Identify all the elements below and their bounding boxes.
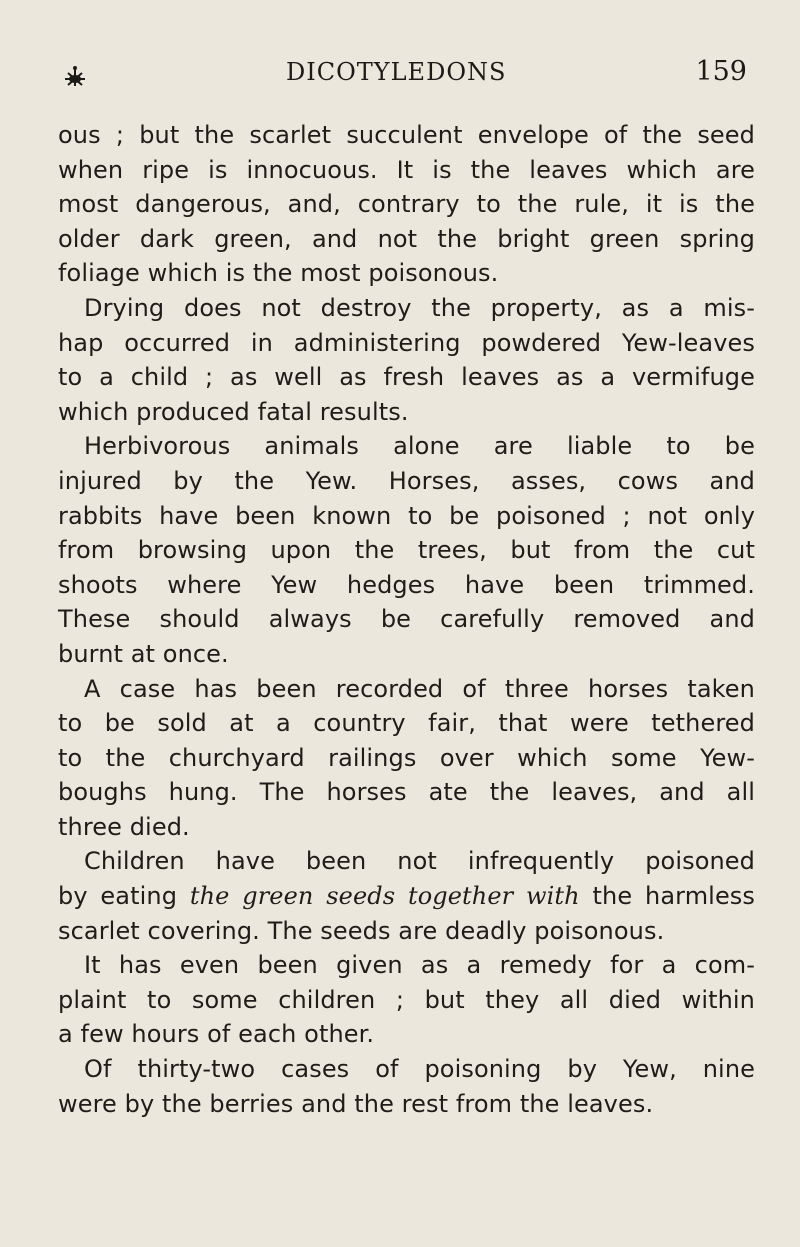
paragraph-3	[58, 429, 755, 637]
text-line: Children have been not infrequently poisoned	[84, 847, 755, 876]
text-line: It has even been given as a remedy for a com-	[84, 951, 755, 980]
text-line: Of thirty-two cases of poisoning by Yew, nine	[84, 1055, 755, 1084]
text-line: These should always be carefully removed and	[58, 605, 755, 634]
page-header	[58, 0, 755, 118]
text-line: boughs hung. The horses ate the leaves, and all	[58, 778, 755, 807]
text-line: when ripe is innocuous. It is the leaves which are	[58, 155, 755, 184]
text-line: to the churchyard railings over which some Yew-	[58, 743, 755, 772]
text-line: Drying does not destroy the property, as a mis-	[84, 293, 755, 322]
running-title: DICOTYLEDONS	[286, 58, 507, 86]
paragraph-5-end	[58, 914, 755, 949]
text-line: were by the berries and the rest from the leaves.	[58, 1089, 654, 1118]
body-text	[58, 118, 755, 1121]
paragraph-6	[58, 948, 755, 1017]
text-line: plaint to some children ; but they all died within	[58, 985, 755, 1014]
text-line: a few hours of each other.	[58, 1020, 375, 1049]
text-line: hap occurred in administering powdered Yew-leaves	[58, 328, 755, 357]
paragraph-1-end	[58, 256, 755, 291]
page-number: 159	[695, 56, 747, 87]
text-line: foliage which is the most poisonous.	[58, 259, 499, 288]
text-line: to be sold at a country fair, that were tethered	[58, 709, 755, 738]
text-line: rabbits have been known to be poisoned ; not only	[58, 501, 755, 530]
paragraph-5	[58, 844, 755, 913]
text-line: burnt at once.	[58, 639, 229, 668]
paragraph-2	[58, 291, 755, 395]
paragraph-7-end	[58, 1087, 755, 1122]
text-line: most dangerous, and, contrary to the rule, it is the	[58, 190, 755, 219]
text-line: which produced fatal results.	[58, 397, 409, 426]
text-line: to a child ; as well as fresh leaves as a vermifuge	[58, 363, 755, 392]
paragraph-4-end	[58, 810, 755, 845]
text-line: scarlet covering. The seeds are deadly poisonous.	[58, 916, 665, 945]
text-line: A case has been recorded of three horses taken	[84, 674, 755, 703]
paragraph-3-end	[58, 637, 755, 672]
text-line: from browsing upon the trees, but from the cut	[58, 536, 755, 565]
text-line: injured by the Yew. Horses, asses, cows and	[58, 466, 755, 495]
paragraph-2-end	[58, 395, 755, 430]
paragraph-6-end	[58, 1017, 755, 1052]
paragraph-4	[58, 672, 755, 810]
italic-phrase: the green seeds together with	[189, 882, 580, 911]
text-line: Herbivorous animals alone are liable to be	[84, 432, 755, 461]
paragraph-7	[58, 1052, 755, 1087]
text-line-part: by eating	[58, 882, 178, 911]
text-line-part: the harmless	[592, 882, 756, 911]
text-line: three died.	[58, 812, 190, 841]
paragraph-1	[58, 118, 755, 256]
printers-ornament-icon	[60, 64, 90, 88]
text-line: older dark green, and not the bright green spring	[58, 224, 755, 253]
text-line: shoots where Yew hedges have been trimmed.	[58, 570, 755, 599]
text-line: ous ; but the scarlet succulent envelope of the seed	[58, 121, 755, 149]
